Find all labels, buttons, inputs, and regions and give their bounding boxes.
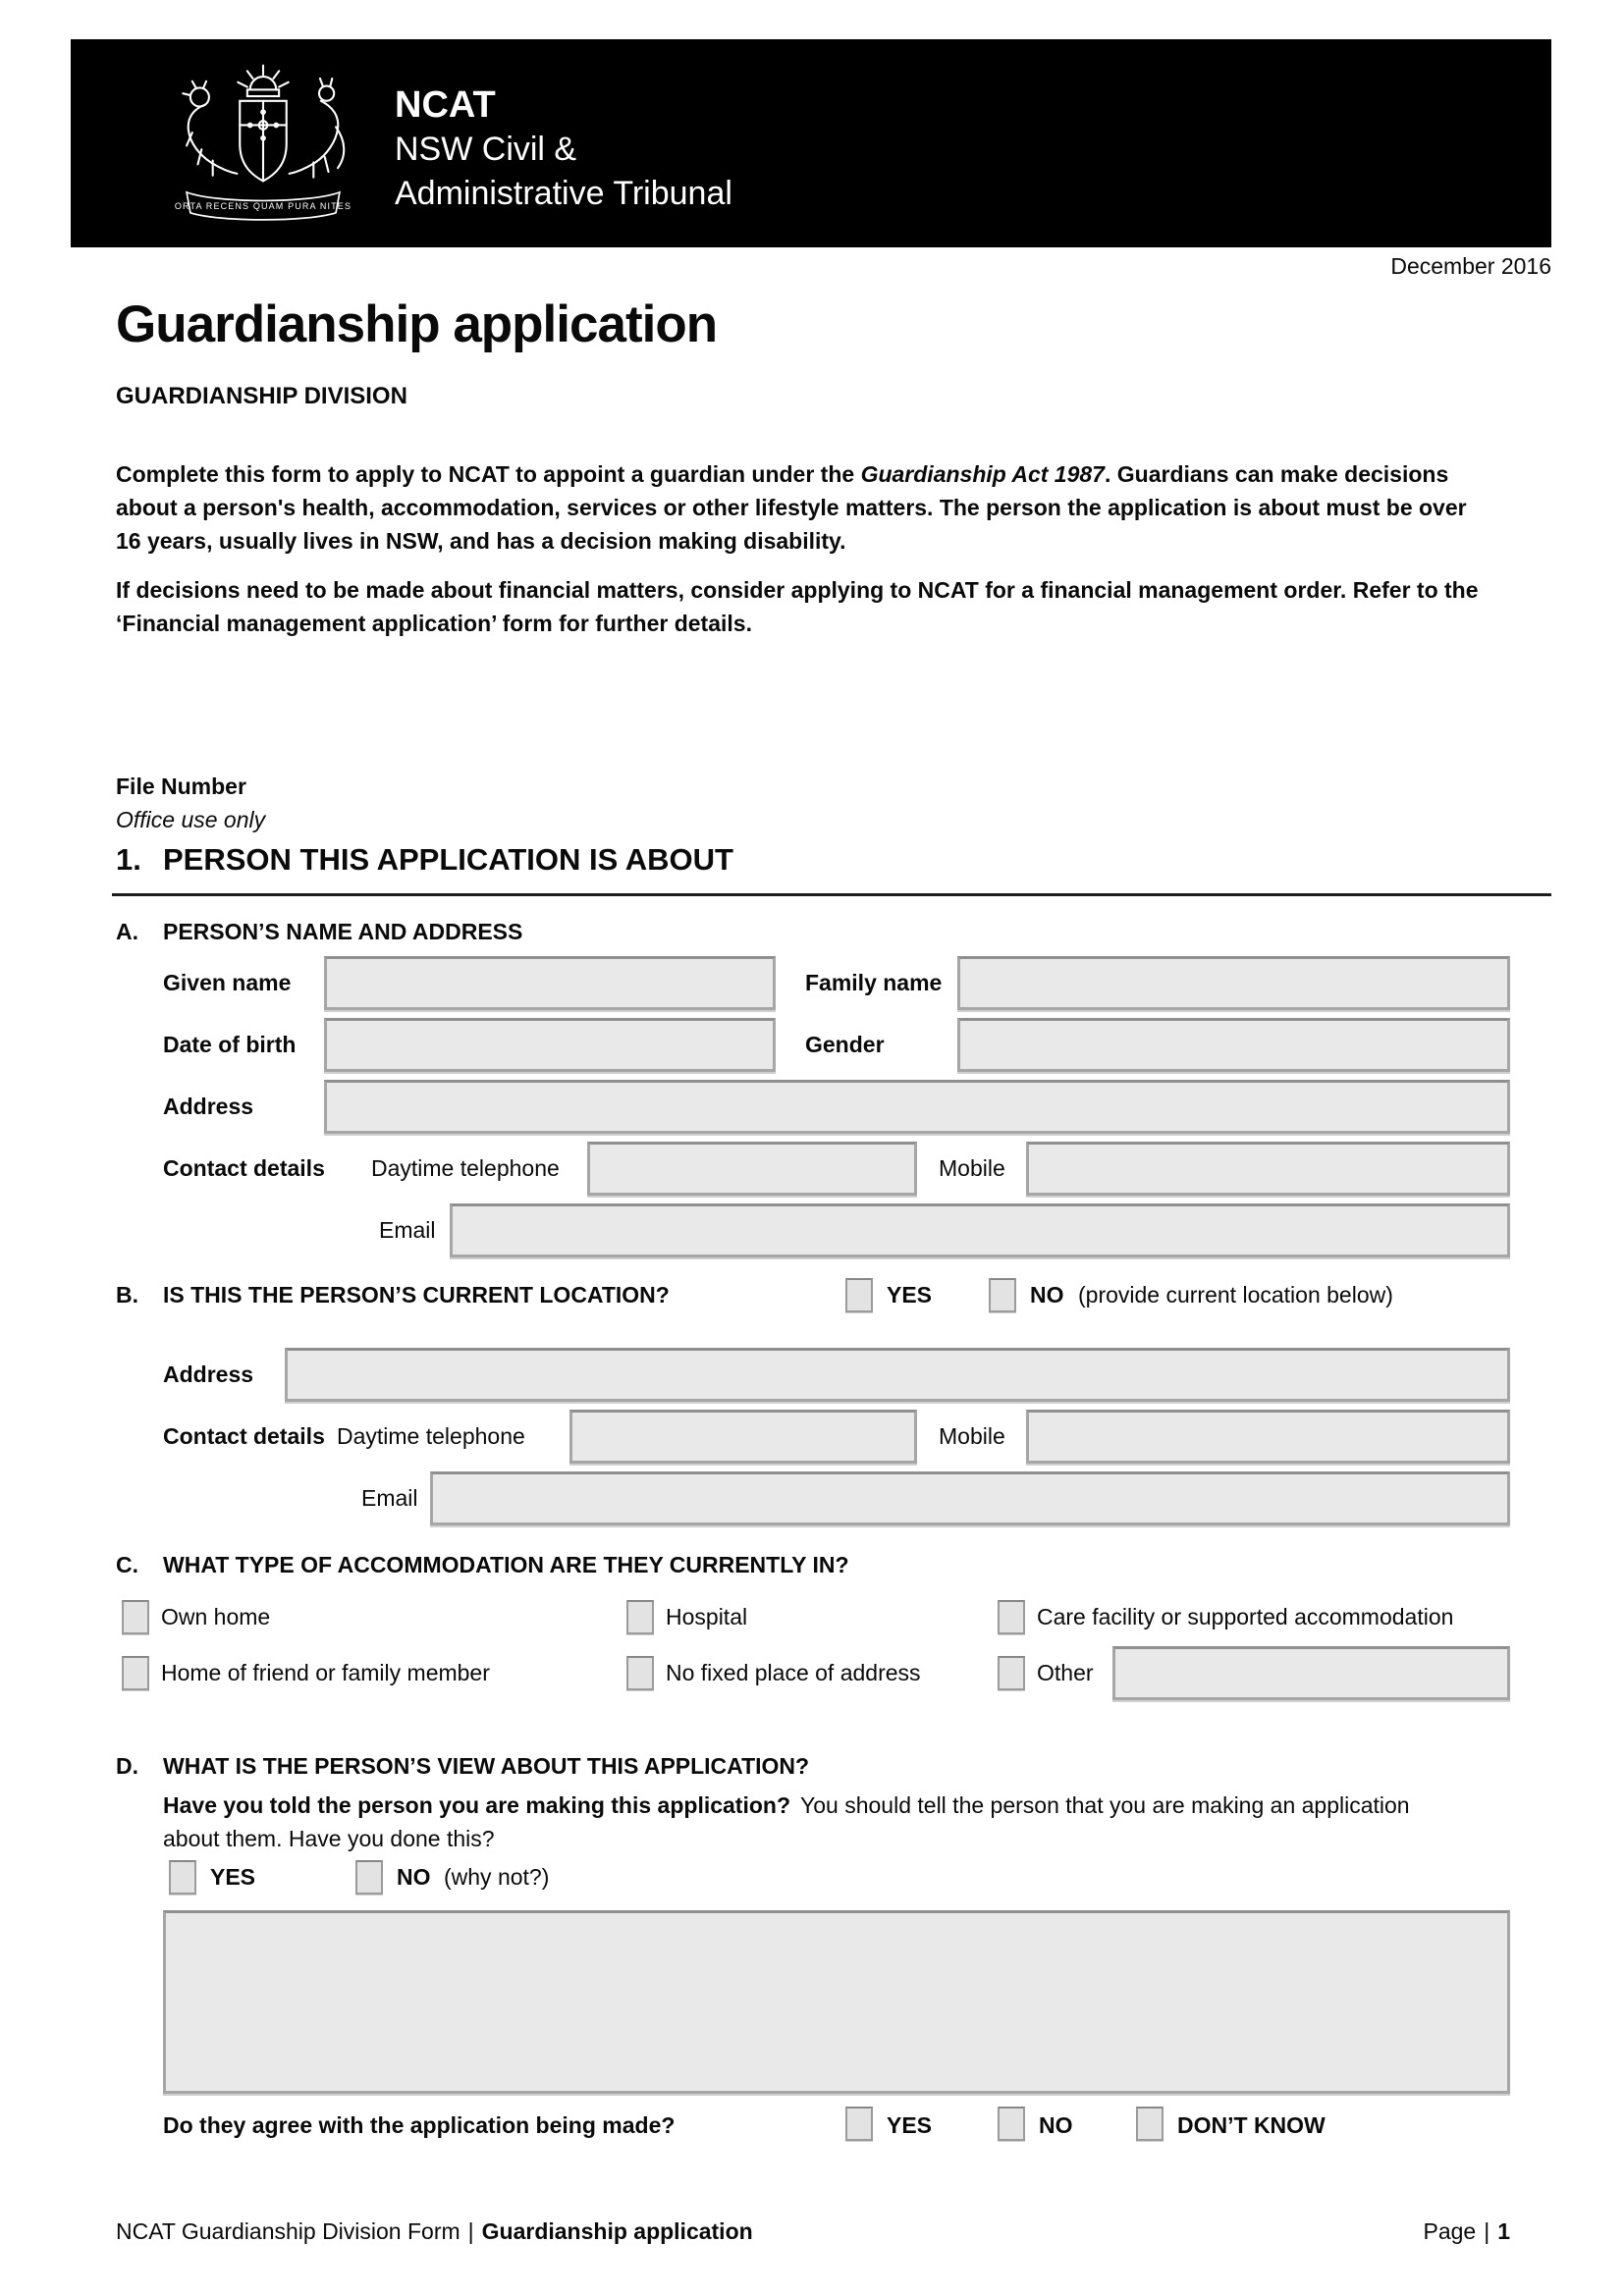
header-banner	[71, 39, 1551, 247]
footer-page-separator: |	[1484, 2218, 1490, 2244]
agree-no-checkbox[interactable]	[998, 2107, 1025, 2141]
other-accommodation-checkbox[interactable]	[998, 1656, 1025, 1690]
hospital-label: Hospital	[666, 1604, 748, 1629]
section-divider-rule	[112, 893, 1551, 896]
given-name-label: Given name	[163, 970, 292, 995]
daytime-telephone-label: Daytime telephone	[371, 1155, 560, 1181]
d-question-rest: You should tell the person that you are making an application about them. Have you done this?	[163, 1792, 1410, 1851]
page-title: Guardianship application	[116, 295, 718, 353]
mobile-input[interactable]	[1026, 1142, 1510, 1196]
nsw-coat-of-arms-icon	[151, 49, 375, 238]
no-fixed-address-label: No fixed place of address	[666, 1660, 921, 1685]
own-home-label: Own home	[161, 1604, 271, 1629]
footer-page-label: Page	[1423, 2218, 1477, 2244]
subsection-a-letter: A.	[116, 919, 138, 944]
no-fixed-address-checkbox[interactable]	[626, 1656, 654, 1690]
b-yes-checkbox[interactable]	[845, 1278, 873, 1312]
agree-yes-checkbox[interactable]	[845, 2107, 873, 2141]
logo-acronym: NCAT	[395, 84, 496, 126]
footer-left-separator: |	[467, 2218, 474, 2244]
family-name-label: Family name	[805, 970, 943, 995]
daytime-telephone-input[interactable]	[587, 1142, 917, 1196]
agree-no-label: NO	[1039, 2112, 1073, 2138]
intro-paragraph-2: If decisions need to be made about financial matters, consider applying to NCAT for a financial management order. Refer to the ‘Financial management application’ form for further details.	[116, 577, 1479, 636]
subsection-a-heading: PERSON’S NAME AND ADDRESS	[163, 919, 523, 944]
agree-yes-label: YES	[887, 2112, 933, 2138]
b-address-input[interactable]	[285, 1348, 1510, 1402]
hospital-checkbox[interactable]	[626, 1600, 654, 1634]
file-number-label: File Number	[116, 774, 246, 799]
b-daytime-telephone-label: Daytime telephone	[337, 1423, 525, 1449]
agree-dont-know-checkbox[interactable]	[1136, 2107, 1164, 2141]
given-name-input[interactable]	[324, 956, 776, 1010]
b-daytime-telephone-input[interactable]	[569, 1410, 917, 1464]
d-no-label: NO	[397, 1864, 431, 1890]
gender-input[interactable]	[957, 1018, 1510, 1072]
d-no-hint: (why not?)	[444, 1864, 550, 1890]
subsection-d-heading: WHAT IS THE PERSON’S VIEW ABOUT THIS APPLICATION?	[163, 1753, 810, 1779]
footer-form-name	[116, 2218, 753, 2245]
care-facility-checkbox[interactable]	[998, 1600, 1025, 1634]
subsection-c-letter: C.	[116, 1552, 138, 1577]
d-question-bold: Have you told the person you are making this application?	[163, 1792, 791, 1818]
subsection-d-letter: D.	[116, 1753, 138, 1779]
date-of-birth-input[interactable]	[324, 1018, 776, 1072]
intro-p1-act-name: Guardianship Act 1987	[860, 461, 1105, 487]
intro-p1-start: Complete this form to apply to NCAT to appoint a guardian under the	[116, 461, 861, 487]
b-address-label: Address	[163, 1362, 254, 1387]
footer-page-indicator	[1424, 2218, 1511, 2245]
friend-family-home-label: Home of friend or family member	[161, 1660, 490, 1685]
d-question-text	[163, 1789, 1410, 1855]
footer-left-bold: Guardianship application	[481, 2218, 753, 2244]
logo-line-2: Administrative Tribunal	[395, 175, 732, 212]
date-of-birth-label: Date of birth	[163, 1032, 297, 1057]
family-name-input[interactable]	[957, 956, 1510, 1010]
division-heading: GUARDIANSHIP DIVISION	[116, 383, 407, 409]
agree-question-label: Do they agree with the application being made?	[163, 2112, 676, 2138]
subsection-b-heading: IS THIS THE PERSON’S CURRENT LOCATION?	[163, 1282, 670, 1308]
why-not-textarea[interactable]	[163, 1910, 1510, 2094]
form-version-date: December 2016	[1390, 253, 1551, 279]
agree-dont-know-label: DON’T KNOW	[1177, 2112, 1326, 2138]
mobile-label: Mobile	[939, 1155, 1005, 1181]
d-yes-checkbox[interactable]	[169, 1860, 196, 1895]
address-input[interactable]	[324, 1080, 1510, 1134]
b-mobile-label: Mobile	[939, 1423, 1005, 1449]
email-label: Email	[379, 1217, 436, 1243]
address-label: Address	[163, 1094, 254, 1119]
b-no-label: NO	[1030, 1282, 1064, 1308]
subsection-b-letter: B.	[116, 1282, 138, 1308]
subsection-c-heading: WHAT TYPE OF ACCOMMODATION ARE THEY CURRENTLY IN?	[163, 1552, 849, 1577]
b-mobile-input[interactable]	[1026, 1410, 1510, 1464]
office-use-note: Office use only	[116, 807, 266, 832]
other-accommodation-label: Other	[1037, 1660, 1094, 1685]
d-yes-label: YES	[210, 1864, 256, 1890]
intro-p1-end: . Guardians can make decisions about a person's health, accommodation, services or other lifestyle matters. The person the application is about must be over 16 years, usually lives in NSW, and has a decision making disability.	[116, 461, 1467, 554]
logo-wordmark	[395, 82, 732, 216]
b-contact-details-label: Contact details	[163, 1423, 325, 1449]
b-no-checkbox[interactable]	[989, 1278, 1016, 1312]
b-yes-label: YES	[887, 1282, 933, 1308]
coat-of-arms-motto: ORTA RECENS QUAM PURA NITES	[174, 200, 352, 211]
other-accommodation-input[interactable]	[1112, 1646, 1510, 1700]
b-email-label: Email	[361, 1485, 418, 1511]
d-no-checkbox[interactable]	[355, 1860, 383, 1895]
contact-details-label: Contact details	[163, 1155, 325, 1181]
section-1-heading: PERSON THIS APPLICATION IS ABOUT	[163, 842, 733, 877]
b-no-hint: (provide current location below)	[1078, 1282, 1393, 1308]
own-home-checkbox[interactable]	[122, 1600, 149, 1634]
care-facility-label: Care facility or supported accommodation	[1037, 1604, 1454, 1629]
logo-line-1: NSW Civil &	[395, 131, 577, 168]
gender-label: Gender	[805, 1032, 885, 1057]
email-input[interactable]	[450, 1203, 1510, 1257]
b-email-input[interactable]	[430, 1471, 1510, 1525]
section-1-number: 1.	[116, 842, 141, 877]
footer-page-number: 1	[1497, 2218, 1510, 2244]
intro-paragraph-1	[116, 457, 1486, 558]
footer-left-text: NCAT Guardianship Division Form	[116, 2218, 460, 2244]
friend-family-home-checkbox[interactable]	[122, 1656, 149, 1690]
